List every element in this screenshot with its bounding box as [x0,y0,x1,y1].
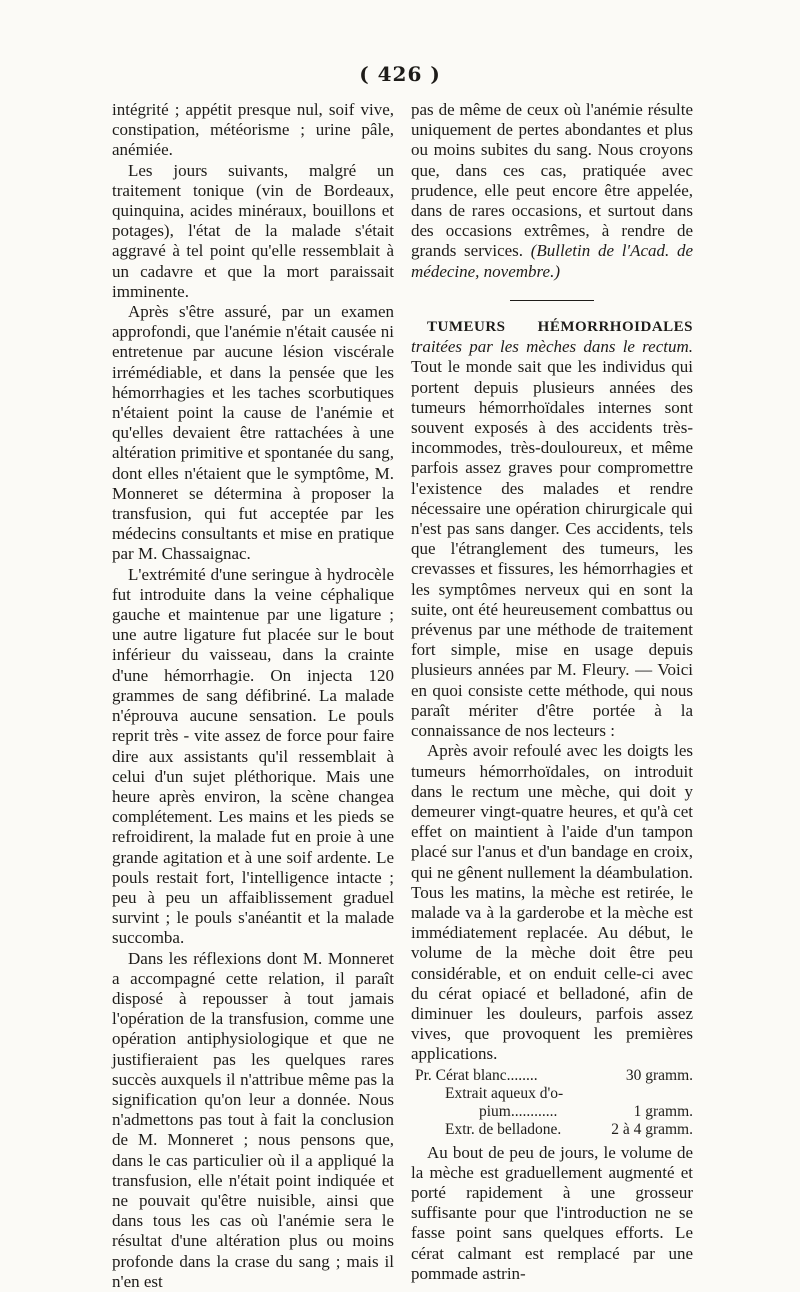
source-citation: (Bulletin de l'Acad. de médecine, novembre.) [411,241,694,281]
paragraph: Après avoir refoulé avec les doigts les tumeurs hémorrhoïdales, on introduit dans le rectum une mèche, qui doit y demeurer vingt-quatre heures, et qu'à cet effet on maintient à l'aide d'un tampon placé sur l'anus et d'un bandage en croix, qui ne gênent nullement la déambulation. Tous les matins, la mèche est retirée, le malade va à la garderobe et la mèche est immédiatement replacée. Au début, le volume de la mèche doit être peu considérable, et on enduit celle-ci avec du cérat opiacé et belladoné, afin de diminuer les douleurs, parfois assez vives, que provoquent les premières applications. [411,741,693,1064]
recipe-line [411,1103,693,1121]
recipe-line [411,1085,693,1103]
paragraph [411,100,693,282]
page-number: ( 426 ) [359,62,441,86]
left-column [112,100,394,1292]
paragraph-text: Tout le monde sait que les individus qui portent depuis plusieurs années des tumeurs hémorrhoïdales internes sont souvent exposés à des accidents très-incommodes, très-douloureux, et même parfois assez graves pour compromettre l'existence des malades et rendre nécessaire une opération chirurgicale qui n'est pas sans danger. Ces accidents, tels que l'étranglement des tumeurs, les crevasses et fissures, les hémorrhagies et les symptômes nerveux qui en sont la suite, ont été heureusement combattus ou prévenus par une méthode de traitement fort simple, mise en usage depuis plusieurs années par M. Fleury. — Voici en quoi consiste cette méthode, qui nous paraît mériter d'être portée à la connaissance de nos lecteurs : [411,357,693,741]
recipe-ingredient: Extr. de belladone. [445,1120,562,1138]
paragraph: Au bout de peu de jours, le volume de la mèche est graduellement augmenté et porté rapidement à une grosseur suffisante pour que l'introduction ne se fasse point sans quelques efforts. Le cérat calmant est remplacé par une pommade astrin- [411,1142,693,1283]
section-divider [411,286,693,306]
paragraph-text: pas de même de ceux où l'anémie résulte uniquement de pertes abondantes et plus ou moins subites du sang. Nous croyons que, dans ces cas, pratiquée avec prudence, elle peut encore être appelée, dans de rares occasions, et surtout dans des occasions extrêmes, à rendre de grands services. [411,100,693,261]
recipe-quantity: 30 gramm. [625,1066,693,1084]
recipe-ingredient: pium............ [479,1102,558,1120]
paragraph: Dans les réflexions dont M. Monneret a accompagné cette relation, il paraît disposé à repousser à tout jamais l'opération de la transfusion, comme une opération antiphysiologique et que ne justifieraient pas les quelques rares succès auxquels il n'attribue même pas la signification qu'on leur a donnée. Nous n'admettons pas tout à fait la conclusion de M. Monneret ; nous pensons que, dans le cas particulier où il a appliqué la transfusion, elle n'était point indiquée et ne pouvait qu'être nuisible, ainsi que dans tous les cas où l'anémie sera le résultat d'une altération plus ou moins profonde dans la crase du sang ; mais il n'en est [112,948,394,1291]
paragraph: Les jours suivants, malgré un traitement tonique (vin de Bordeaux, quinquina, acides minéraux, bouillons et potages), l'état de la malade s'était aggravé à tel point qu'elle ressemblait à un cadavre et que la mort paraissait imminente. [112,160,394,301]
recipe-line [411,1121,693,1139]
section-intro [411,316,693,741]
section-title: TUMEURS HÉMORRHOIDALES [427,319,693,336]
recipe-line [411,1067,693,1085]
recipe-ingredient: Pr. Cérat blanc........ [415,1066,538,1084]
recipe-quantity: 1 gramm. [633,1102,693,1120]
recipe-ingredient: Extrait aqueux d'o- [445,1084,564,1102]
paragraph: Après s'être assuré, par un examen approfondi, que l'anémie n'était causée ni entretenue par aucune lésion viscérale irrémédiable, et dans la pensée que les hémorrhagies et les taches scorbutiques n'étaient point la cause de l'anémie et qu'elles devaient être rattachées à une altération primitive et spontanée du sang, dont elles n'étaient que le symptôme, M. Monneret se détermina à proposer la transfusion, qui fut acceptée par les médecins consultants et mise en pratique par M. Chassaignac. [112,302,394,564]
paragraph: intégrité ; appétit presque nul, soif vive, constipation, météorisme ; urine pâle, anémiée. [112,100,394,160]
paragraph: L'extrémité d'une seringue à hydrocèle fut introduite dans la veine céphalique gauche et maintenue par une ligature ; une autre ligature fut placée sur le bout inférieur du vaisseau, dans la crainte d'une hémorrhagie. On injecta 120 grammes de sang défibriné. La malade n'éprouva aucune sensation. Le pouls reprit très - vite assez de force pour faire dire aux assistants qu'il ressemblait à celui d'un sujet pléthorique. Mais une heure après environ, la scène changea complétement. Les mains et les pieds se refroidirent, la malade fut en proie à une grande agitation et à une soif ardente. Le pouls restait fort, l'intelligence intacte ; peu à peu un affaiblissement graduel survint ; le pouls s'anéantit et la malade succomba. [112,564,394,948]
right-column [411,100,693,1284]
recipe [411,1067,693,1139]
section-subtitle: traitées par les mèches dans le rectum. [411,337,693,357]
recipe-quantity: 2 à 4 gramm. [611,1120,693,1138]
